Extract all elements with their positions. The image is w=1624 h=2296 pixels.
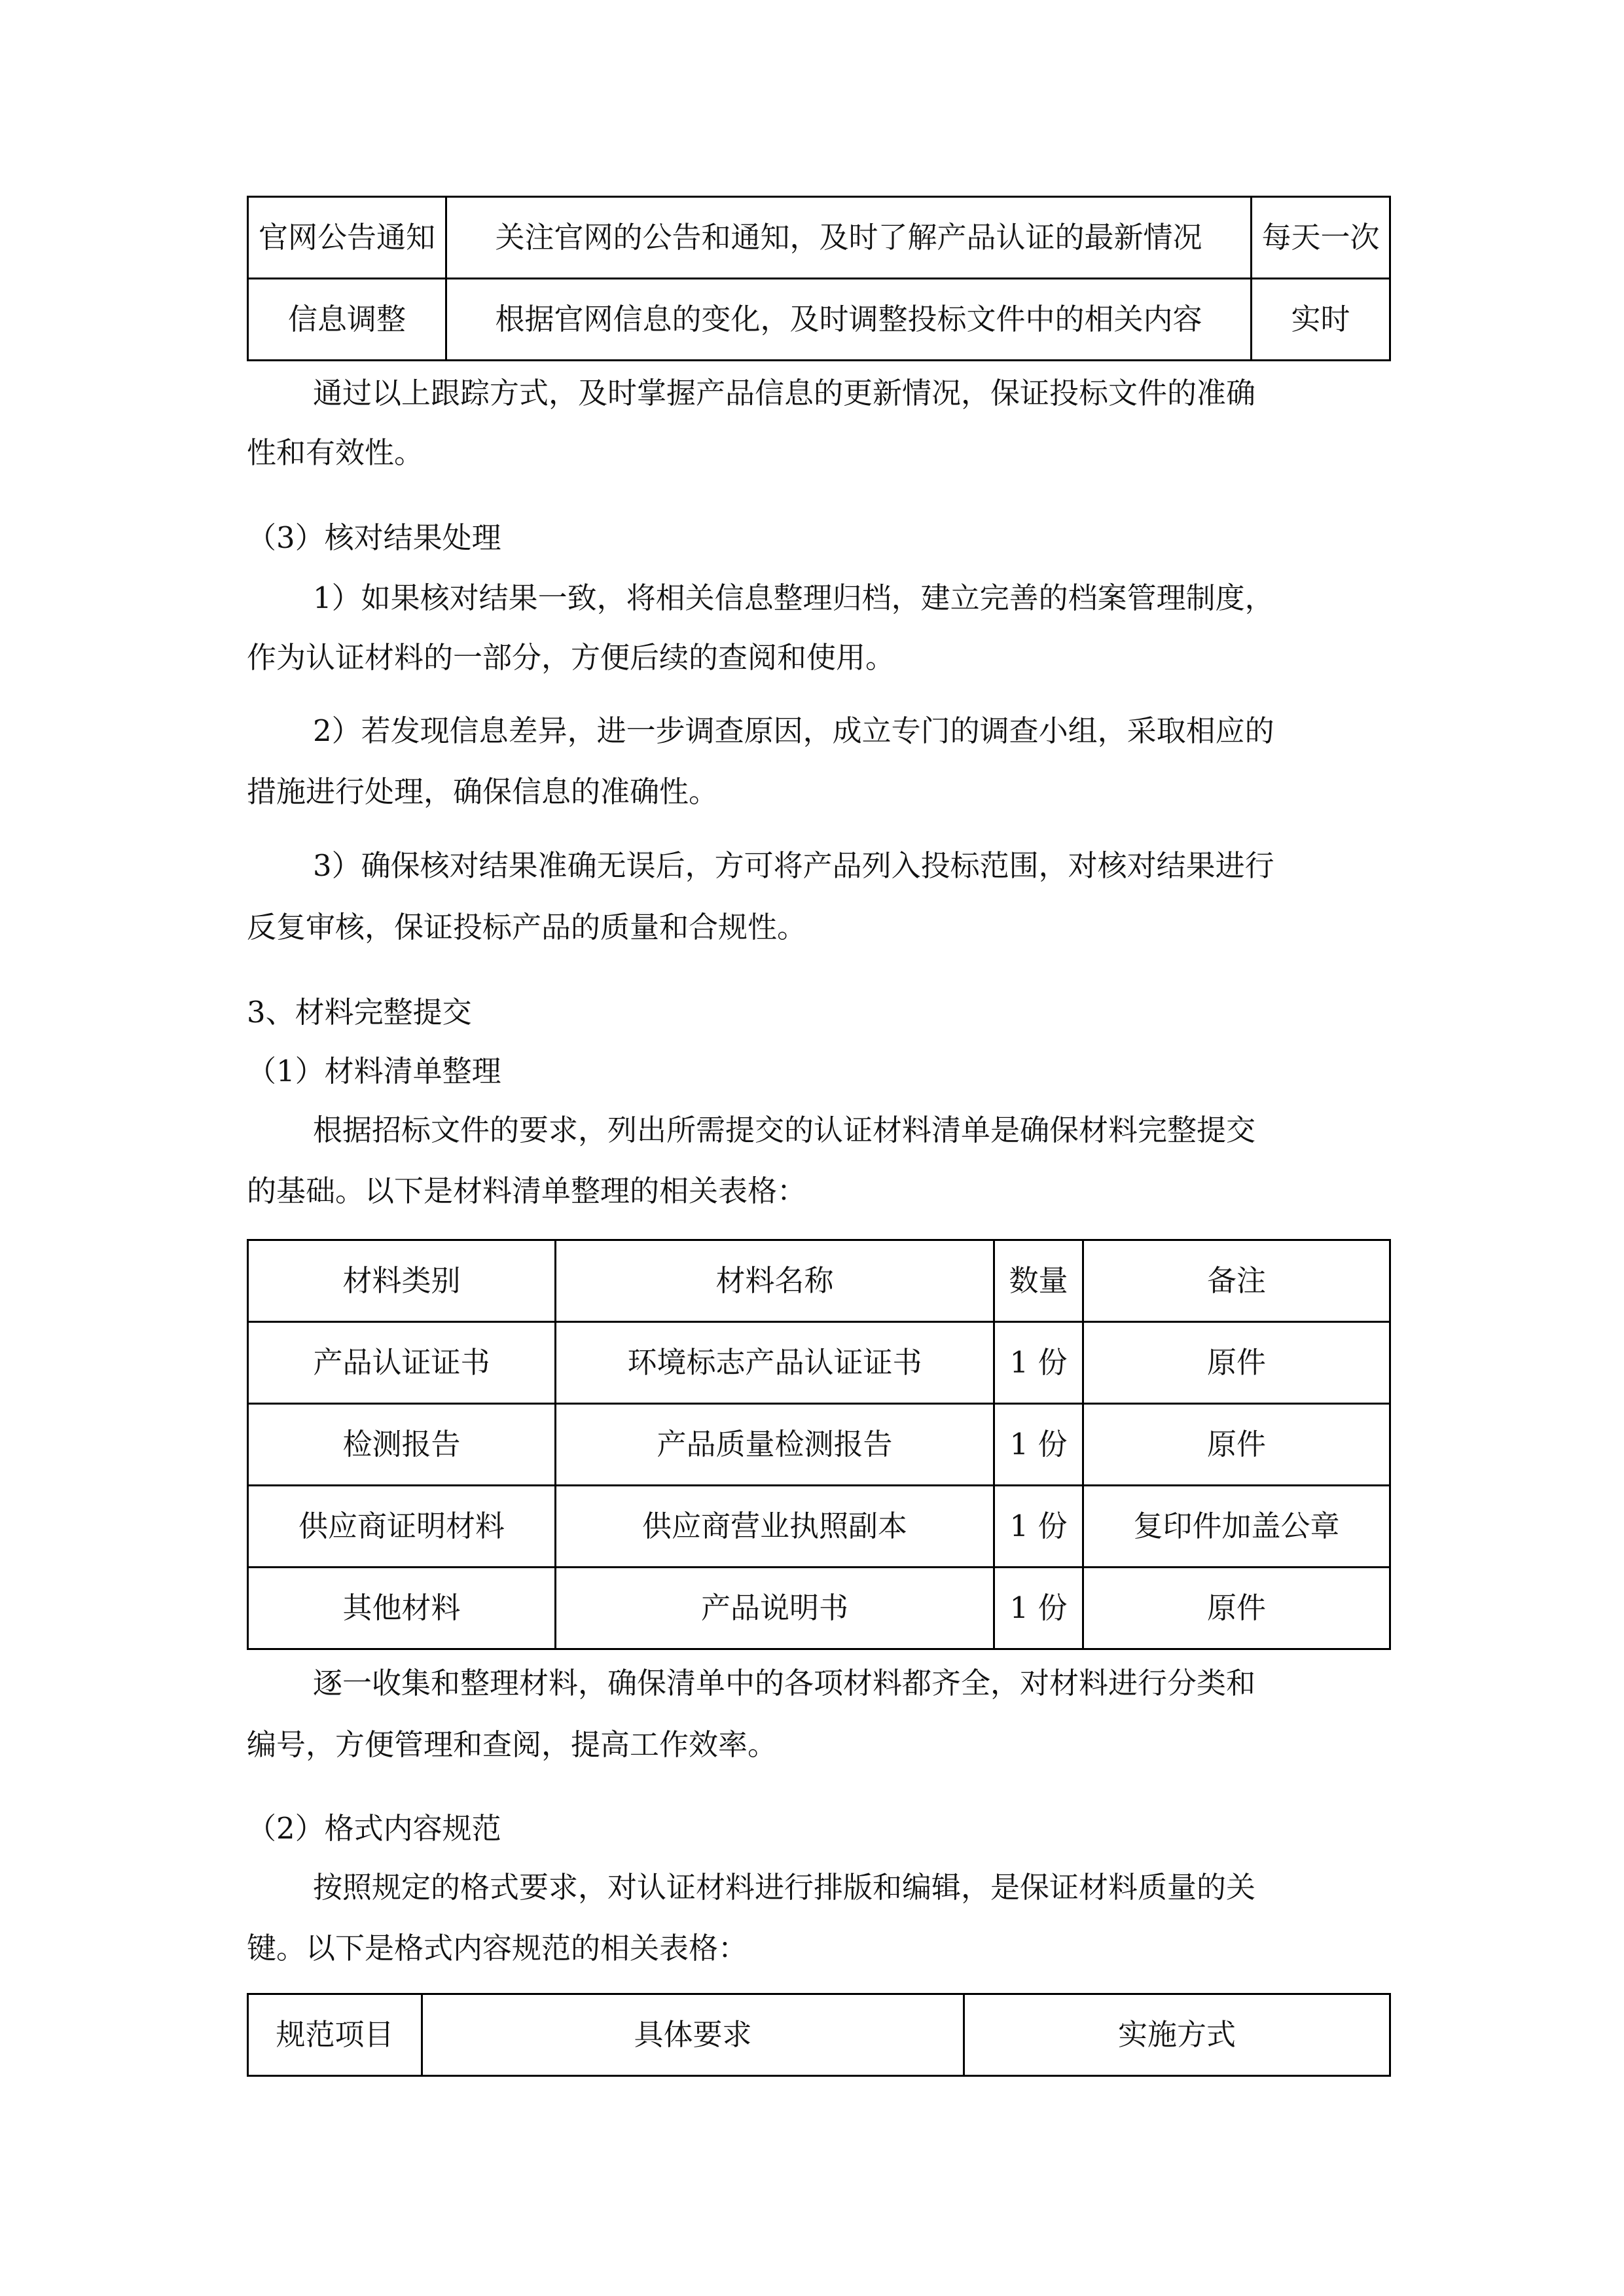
- table-cell: 产品认证证书: [248, 1322, 556, 1404]
- table-cell: 其他材料: [248, 1568, 556, 1649]
- format-spec-table: [247, 1993, 1391, 2077]
- subsection-heading: （2）格式内容规范: [247, 1811, 501, 1846]
- column-header: 具体要求: [422, 1994, 964, 2076]
- table-row: [248, 279, 1390, 361]
- table-cell: 1 份: [994, 1486, 1083, 1568]
- table-header-row: [248, 1994, 1390, 2076]
- table-cell: 原件: [1083, 1404, 1390, 1486]
- column-header: 数量: [994, 1240, 1083, 1322]
- table-cell: 1 份: [994, 1404, 1083, 1486]
- paragraph-line: 键。以下是格式内容规范的相关表格：: [247, 1931, 748, 1965]
- tracking-table: [247, 196, 1391, 361]
- table-cell: 复印件加盖公章: [1083, 1486, 1390, 1568]
- section-heading: （3）核对结果处理: [247, 520, 501, 555]
- paragraph-line: 1）如果核对结果一致，将相关信息整理归档，建立完善的档案管理制度，: [313, 581, 1274, 615]
- table-row: [248, 197, 1390, 279]
- paragraph-line: 性和有效性。: [247, 435, 424, 470]
- table-cell: 供应商营业执照副本: [556, 1486, 994, 1568]
- table-cell: 1 份: [994, 1322, 1083, 1404]
- table-cell: 产品质量检测报告: [556, 1404, 994, 1486]
- table-cell: 检测报告: [248, 1404, 556, 1486]
- paragraph-line: 反复审核，保证投标产品的质量和合规性。: [247, 910, 807, 944]
- paragraph-line: 逐一收集和整理材料，确保清单中的各项材料都齐全，对材料进行分类和: [313, 1666, 1256, 1700]
- paragraph-line: 按照规定的格式要求，对认证材料进行排版和编辑，是保证材料质量的关: [313, 1870, 1256, 1905]
- table-cell: 根据官网信息的变化，及时调整投标文件中的相关内容: [446, 279, 1252, 361]
- paragraph-line: 通过以上跟踪方式，及时掌握产品信息的更新情况，保证投标文件的准确: [313, 376, 1256, 410]
- column-header: 备注: [1083, 1240, 1390, 1322]
- table-cell: 产品说明书: [556, 1568, 994, 1649]
- table-cell: 每天一次: [1252, 197, 1390, 279]
- table-row: [248, 1568, 1390, 1649]
- table-cell: 信息调整: [248, 279, 446, 361]
- table-cell: 1 份: [994, 1568, 1083, 1649]
- section-heading: 3、材料完整提交: [247, 995, 472, 1030]
- table-cell: 环境标志产品认证证书: [556, 1322, 994, 1404]
- table-cell: 原件: [1083, 1322, 1390, 1404]
- table-cell: 供应商证明材料: [248, 1486, 556, 1568]
- table-header-row: [248, 1240, 1390, 1322]
- table-cell: 官网公告通知: [248, 197, 446, 279]
- table-cell: 原件: [1083, 1568, 1390, 1649]
- table-row: [248, 1404, 1390, 1486]
- paragraph-line: 的基础。以下是材料清单整理的相关表格：: [247, 1174, 807, 1208]
- column-header: 材料名称: [556, 1240, 994, 1322]
- material-list-table: [247, 1239, 1391, 1650]
- table-cell: 实时: [1252, 279, 1390, 361]
- column-header: 实施方式: [964, 1994, 1390, 2076]
- paragraph-line: 根据招标文件的要求，列出所需提交的认证材料清单是确保材料完整提交: [313, 1113, 1256, 1147]
- paragraph-line: 作为认证材料的一部分，方便后续的查阅和使用。: [247, 640, 895, 675]
- paragraph-line: 编号，方便管理和查阅，提高工作效率。: [247, 1727, 778, 1762]
- table-row: [248, 1486, 1390, 1568]
- column-header: 规范项目: [248, 1994, 422, 2076]
- table-row: [248, 1322, 1390, 1404]
- paragraph-line: 3）确保核对结果准确无误后，方可将产品列入投标范围，对核对结果进行: [313, 848, 1274, 883]
- table-cell: 关注官网的公告和通知，及时了解产品认证的最新情况: [446, 197, 1252, 279]
- paragraph-line: 措施进行处理，确保信息的准确性。: [247, 774, 719, 809]
- paragraph-line: 2）若发现信息差异，进一步调查原因，成立专门的调查小组，采取相应的: [313, 713, 1274, 748]
- column-header: 材料类别: [248, 1240, 556, 1322]
- subsection-heading: （1）材料清单整理: [247, 1054, 501, 1088]
